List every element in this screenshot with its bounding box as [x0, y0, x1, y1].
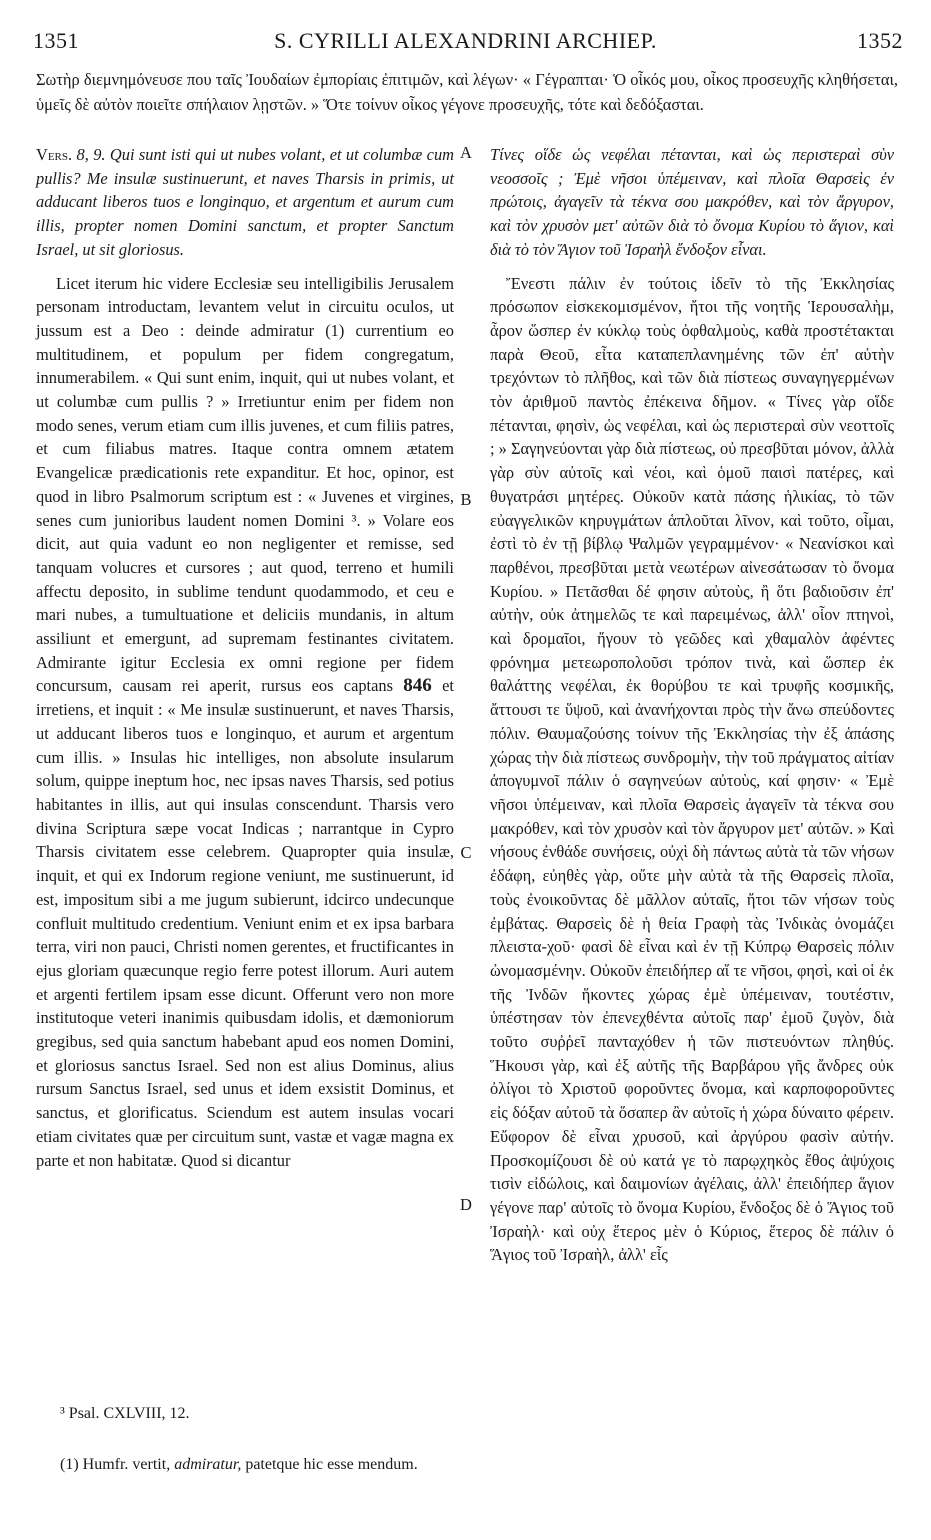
footnote-text-a: (1) Humfr. vertit,	[60, 1456, 171, 1473]
latin-verse-text: Qui sunt isti qui ut nubes volant, et ut columbæ cum pullis? Me insulæ sustinuerunt, et naves Tharsis in primis, ut adducant liberos tuos e longinquo, et argentum et aurum cum illis, propter nomen Domini sanctum, et propter Sanctum Israel, ut sit gloriosus.	[36, 145, 454, 259]
latin-column	[36, 143, 454, 1172]
verse-ref: 8, 9.	[76, 145, 106, 164]
page-number-left: 1351	[33, 28, 79, 53]
latin-commentary-part-a: Licet iterum hic videre Ecclesiæ seu intelligibilis Jerusalem personam introductam, levantem velut in circuitu oculos, ut jussum est a Deo : deinde admiratur (1) currentium eo multitudinem, et populum per fidem congregatum, innumerabilem. « Qui sunt enim, inquit, qui ut nubes volant, et ut columbæ cum pullis ? » Irretiuntur enim per fidem non modo senes, verum etiam cum illis juvenes, et cum filiis patres, et cum filiabus matres. Itaque contra omnem ætatem Evangelicæ prædicationis rete expanditur. Et hoc, opinor, est quod in libro Psalmorum scriptum est : « Juvenes et virgines, senes cum junioribus laudent nomen Domini ³. » Volare eos dicit, aut quia vadunt eo non negligenter et remisse, sed tanquam volucres et cursores ; aut quod, terreno et humili affectu deposito, in sublime tendunt quodammodo, et ceu e mari nubes, a tumultuatione et deliciis mundanis, in altum assiliunt et emergunt, ad supremam festinantes civitatem. Admirante igitur Ecclesia ex omni regione per fidem concursum, causam rei aperit, rursus eos captans	[36, 273, 454, 696]
running-title: S. CYRILLI ALEXANDRINI ARCHIEP.	[274, 28, 657, 53]
greek-column	[490, 143, 894, 1267]
margin-marker-a: A	[460, 143, 472, 162]
greek-verse: Τίνες οἵδε ὡς νεφέλαι πέτανται, καὶ ὡς περιστεραὶ σὺν νεοσσοῖς ; Ἐμὲ νῆσοι ὑπέμειναν, καὶ πλοῖα Θαρσεὶς ἐν πρώτοις, ἀγαγεῖν τὰ τέκνα σου μακρόθεν, καὶ τὸν ἄργυρον, καὶ τὸν χρυσὸν μετ' αὐτῶν διὰ τὸ ὄνομα Κυρίου τὸ ἅγιον, καὶ διὰ τὸ τὸν Ἅγιον τοῦ Ἰσραὴλ ἔνδοξον εἶναι.	[490, 145, 894, 259]
greek-commentary: Ἔνεστι πάλιν ἐν τούτοις ἰδεῖν τὸ τῆς Ἐκκλησίας πρόσωπον εἰσκεκομισμένον, ἤτοι τῆς νοητῆς Ἱερουσαλὴμ, ἆρον ὥσπερ ἐν κύκλῳ τοὺς ὀφθαλμοὺς, καθὰ προστέτακται παρὰ Θεοῦ, εἶτα καταπεπλανημένης τῶν ἐπ' αὐτὴν τρεχόντων τὸ πλῆθος, καὶ τῶν διὰ πίστεως συναγηγερμένων τὸν ἀριθμοῦ παντὸς ἐπέκεινα δῆμον. « Τίνες γὰρ οἵδε πέτανται, φησὶν, ὡς νεφέλαι, καὶ ὡς περιστεραὶ σὺν νεοττοῖς ; » Σαγηνεύονται γὰρ διὰ πίστεως, οὐ πρεσβῦται μόνον, ἀλλὰ γὰρ σὺν αὐτοῖς καὶ νέοι, καὶ ὁμοῦ παισὶ πατέρες, καὶ θυγατράσι μητέρες. Οὐκοῦν κατὰ πάσης ἡλικίας, τὸ τῶν εὐαγγελικῶν κηρυγμάτων ἁπλοῦται λῖνον, καὶ τοῦτο, οἶμαι, ἐστὶ τὸ ἐν τῇ βίβλῳ Ψαλμῶν γεγραμμένον· « Νεανίσκοι καὶ παρθένοι, πρεσβῦται μετὰ νεωτέρων αἰνεσάτωσαν τὸ ὄνομα Κυρίου. » Πετᾶσθαι δέ φησιν αὐτοὺς, ἢ ὅτι βαδιοῦσιν ἐπ' αὐτὴν, οὐκ ἀτημελῶς τε καὶ παρειμένως, ἀλλ' οἷον πτηνοὶ, καὶ δρομαῖοι, ἤγουν τὸ γεῶδες καὶ χθαμαλὸν ἀφέντες φρόνημα μετεωροπολοῦσι τρόπον τινὰ, καὶ ὥσπερ ἐκ θαλάττης νεφέλαι, ἐκ θορύβου τε καὶ τρυφῆς κοσμικῆς, ἄττουσι τε ὕψοῦ, καὶ ἀνανήχονται πρὸς τὴν ἄνω σπεύδοντες πόλιν. Θαυμαζούσης τοίνυν τῆς Ἐκκλησίας τὴν ἐξ ἁπάσης χώρας τὴν διὰ πίστεως συνδρομὴν, τὴν τοῦ πράγματος αἰτίαν ἀπογυμνοῖ πάλιν ὁ σαγηνεύων αὐτοὺς, καί φησιν· « Ἐμὲ νῆσοι ὑπέμειναν, καὶ πλοῖα Θαρσεὶς ἀγαγεῖν τὰ τέκνα σου μακρόθεν, καὶ τὸν χρυσὸν καὶ τὸν ἄργυρον μετ' αὐτῶν. » Καὶ νήσους ἐνθάδε συνήσεις, οὐχὶ δὴ πάντως αὐτὰ τὰ τῶν νήσων ἐδάφη, εὐηθὲς γὰρ, οὔτε μὴν αὐτὰ τὰ τῆς Θαρσεὶς πλοῖα, τοὺς ἐνοικοῦντας δὲ μᾶλλον αὐταῖς, ἤτοι τῶν νήσων τοὺς ἐμβάτας. Θαρσεὶς δὲ ἡ θεία Γραφὴ τὰς Ἰνδικὰς ὀνομάζει πλειστα-χοῦ· φασὶ δὲ εἶναι καὶ ἐν τῇ Κύπρῳ Θαρσεὶς πόλιν ὠνομασμένην. Οὐκοῦν ἐπειδήπερ αἵ τε νῆσοι, φησὶ, καὶ οἱ ἐκ τῆς Ἰνδῶν ἥκοντες χώρας ἐμὲ ὑπέμειναν, τουτέστιν, ὑπέστησαν τὸν ἐπενεχθέντα αὐτοῖς παρ' ἐμοῦ ζυγὸν, διὰ τοῦτο συῤῥεῖ πανταχόθεν ἡ τῶν πιστευόντων πληθύς. Ἥκουσι γὰρ, καὶ ἐξ αὐτῆς τῆς Βαρβάρου γῆς ἄνδρες οὐκ ὀλίγοι τὸ Χριστοῦ φοροῦντες ὄνομα, καὶ καρποφοροῦντες εἰς δόξαν αὐτοῦ τὰ ὅσαπερ ἂν αὐτοῖς ἡ χώρα δύναιτο φέρειν. Εὔφορον δὲ εἶναι χρυσοῦ, καὶ ἀργύρου φασὶν αὐτήν. Προσκομίζουσι δὲ οὐ κατά γε τὸ παρῳχηκὸς ἔθος ἀψύχοις τισὶν εἰδώλοις, καὶ δαιμονίων ἀγέλαις, ἀλλ' ἐπειδήπερ ἅγιον γέγονε παρ' αὐτοῖς τὸ ὄνομα Κυρίου, ἔνδοξος δὲ ὁ Ἅγιος τοῦ Ἰσραὴλ· καὶ οὐχ ἕτερος μὲν ὁ Κύριος, ἕτερος δὲ πάλιν ὁ Ἅγιος τοῦ Ἰσραὴλ, ἀλλ' εἷς	[490, 273, 894, 1265]
verse-label: Vers.	[36, 145, 73, 164]
latin-commentary	[36, 272, 454, 1173]
footnote-text-b: patetque hic esse mendum.	[245, 1456, 418, 1473]
column-number: 846	[403, 675, 432, 697]
latin-commentary-part-b: et irretiens, et inquit : « Me insulæ sustinuerunt, et naves Tharsis, ut adducant liberos tuos e longinquo, et aurum et argentum cum illis. » Insulas hic intelliges, non absolute insularum solum, quippe ineptum hoc, nec ipsas naves Tharsis, sed potius habitantes in illis, aut qui insulas conscendunt. Tharsis vero divina Scriptura sæpe vocat Indicas ; narrantque in Cypro Tharsis civitatem esse celebrem. Quapropter quia insulæ, inquit, et qui ex Indorum regione veniunt, me sustinuerunt, id est, impositum sibi a me jugum subierunt, idcirco undecunque confluit multitudo credentium. Veniunt enim et ex ipsa barbara terra, viri non pauci, Christi nomen gerentes, et fructificantes in ejus gloriam quæcunque regio ferre potest illorum. Auri autem et argenti fertilem ipsam esse dicunt. Offerunt vero non more institutoque veteri inanimis quibusdam idolis, et dæmoniorum gregibus, sed quia sanctum habebant apud eos nomen Domini, et gloriosus sanctus Israel. Sed non est alius Dominus, alius rursum Sanctus Israel, sed unus et idem exsistit Dominus, et sanctus, et glorificatus. Sciendum est autem insulas vocari etiam civitates quæ per circuitum sunt, vastæ et vagæ magna ex parte et non habitatæ. Quod si dicantur	[36, 676, 454, 1170]
intro-greek-paragraph: Σωτὴρ διεμνημόνευσε που ταῖς Ἰουδαίων ἐμπορίαις ἐπιτιμῶν, καὶ λέγων· « Γέγραπται· Ὁ οἶκός μου, οἶκος προσευχῆς κληθήσεται, ὑμεῖς δὲ αὐτὸν ποιεῖτε σπήλαιον λῃστῶν. » Ὅτε τοίνυν οἶκος γέγονε προσευχῆς, τότε καὶ δεδόξασται.	[36, 70, 898, 114]
footnote-emphasis: admiratur,	[174, 1456, 242, 1473]
latin-verse	[36, 143, 454, 262]
page-number-right: 1352	[857, 28, 903, 53]
margin-marker-b: B	[460, 490, 472, 509]
footnote-psalm-reference: ³ Psal. CXLVIII, 12.	[60, 1405, 190, 1422]
running-header	[0, 28, 931, 68]
margin-marker-d: D	[460, 1195, 472, 1214]
margin-marker-c: C	[460, 843, 472, 862]
footnote-translator-note	[60, 1456, 418, 1474]
